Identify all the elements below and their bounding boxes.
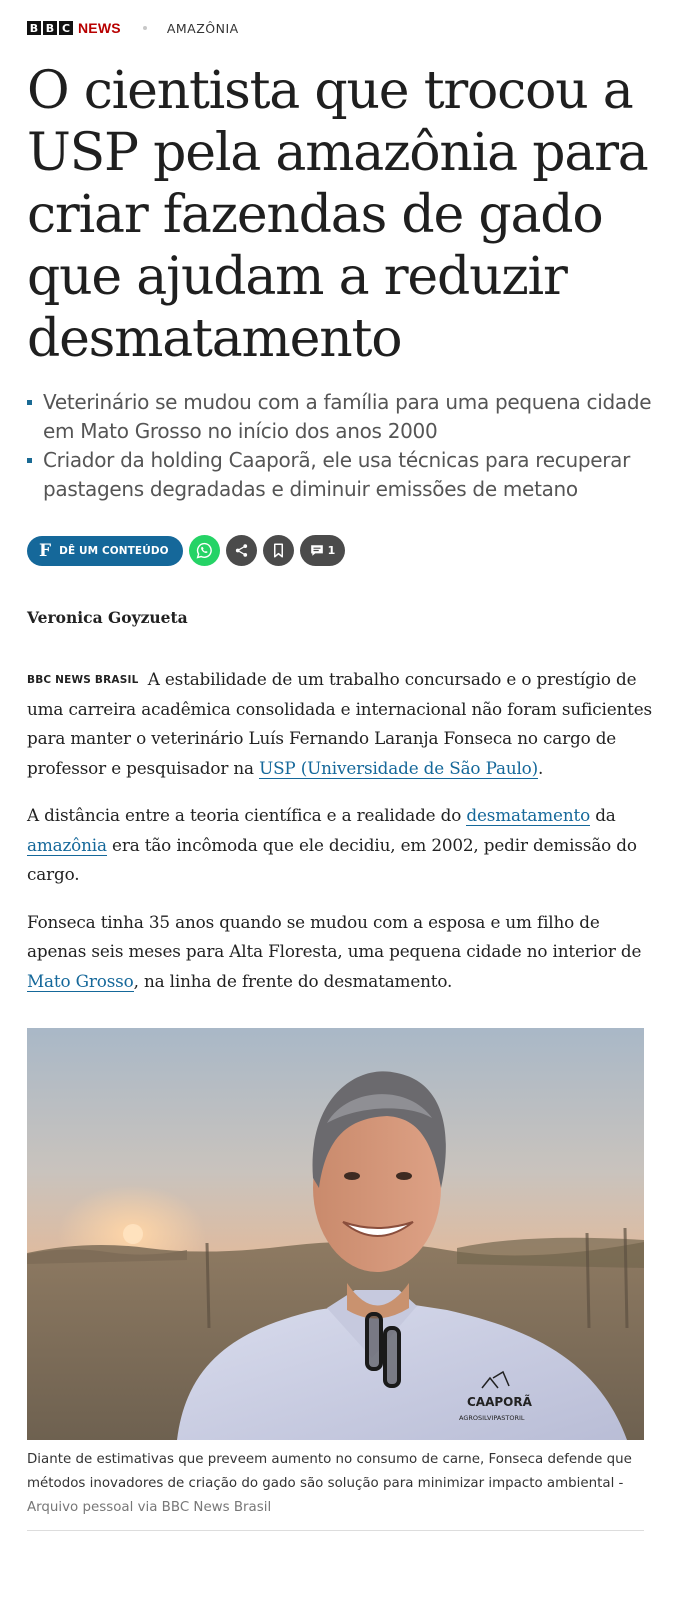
article-photo xyxy=(27,1028,644,1440)
whatsapp-icon xyxy=(196,542,213,559)
byline-author: Veronica Goyzueta xyxy=(27,608,188,627)
contribute-button[interactable] xyxy=(27,536,183,566)
share-button[interactable] xyxy=(226,535,257,566)
summary-list xyxy=(27,388,653,504)
shirt-logo-sub: AGROSILVIPASTORIL xyxy=(459,1414,525,1422)
comment-count: 1 xyxy=(327,544,336,557)
contribute-icon: F xyxy=(39,540,52,561)
logo-letter: B xyxy=(43,21,57,35)
logo-letter: B xyxy=(27,21,41,35)
photo-credit: Arquivo pessoal via BBC News Brasil xyxy=(27,1500,272,1515)
bbc-news-logo[interactable] xyxy=(27,20,121,36)
paragraph-text: A estabilidade de um trabalho concursado e o prestígio de uma carreira acadêmica consolidada e internacional não foram suficientes para manter o veterinário Luís Fernando Laranja Fonseca no cargo de professor e pesquisador na xyxy=(27,669,653,778)
article-figure xyxy=(27,1028,644,1531)
separator-dot xyxy=(143,26,147,30)
bookmark-button[interactable] xyxy=(263,535,294,566)
caption-text: Diante de estimativas que preveem aumento no consumo de carne, Fonseca defende que métodos inovadores de criação do gado são solução para minimizar impacto ambiental - xyxy=(27,1452,632,1491)
summary-item: Veterinário se mudou com a família para uma pequena cidade em Mato Grosso no início dos anos 2000 xyxy=(27,388,653,446)
paragraph-text: da xyxy=(590,805,616,825)
paragraph-text: A distância entre a teoria científica e a realidade do xyxy=(27,805,467,825)
whatsapp-button[interactable] xyxy=(189,535,220,566)
kicker: BBC NEWS BRASIL xyxy=(27,674,139,686)
top-bar xyxy=(27,0,651,56)
share-bar xyxy=(27,535,651,566)
amazonia-link[interactable]: amazônia xyxy=(27,834,107,855)
contribute-label: DÊ UM CONTEÚDO xyxy=(59,544,169,557)
comments-button[interactable] xyxy=(300,535,346,566)
mato-grosso-link[interactable]: Mato Grosso xyxy=(27,970,134,991)
article-body xyxy=(27,665,657,996)
shirt-logo: CAAPORÃ xyxy=(467,1395,532,1409)
paragraph-text: Fonseca tinha 35 anos quando se mudou com a esposa e um filho de apenas seis meses para Alta Floresta, uma pequena cidade no interior de xyxy=(27,911,642,961)
summary-item: Criador da holding Caaporã, ele usa técnicas para recuperar pastagens degradadas e diminuir emissões de metano xyxy=(27,446,653,504)
paragraph xyxy=(27,665,657,783)
paragraph xyxy=(27,908,657,997)
paragraph-text: . xyxy=(538,757,544,778)
page-title: O cientista que trocou a USP pela amazônia para criar fazendas de gado que ajudam a reduzir desmatamento xyxy=(27,61,648,369)
section-link[interactable]: AMAZÔNIA xyxy=(166,20,239,36)
usp-link[interactable]: USP (Universidade de São Paulo) xyxy=(259,757,539,778)
desmatamento-link[interactable]: desmatamento xyxy=(466,805,591,825)
share-icon xyxy=(234,543,249,558)
paragraph xyxy=(27,801,657,890)
logo-letter: C xyxy=(59,21,73,35)
paragraph-text: era tão incômoda que ele decidiu, em 2002, pedir demissão do cargo. xyxy=(27,834,637,884)
bookmark-icon xyxy=(272,543,285,558)
logo-news-text: NEWS xyxy=(78,20,121,36)
divider xyxy=(27,1530,644,1531)
paragraph-text: , na linha de frente do desmatamento. xyxy=(133,970,453,991)
comment-icon xyxy=(310,544,324,557)
photo-caption xyxy=(27,1448,644,1520)
